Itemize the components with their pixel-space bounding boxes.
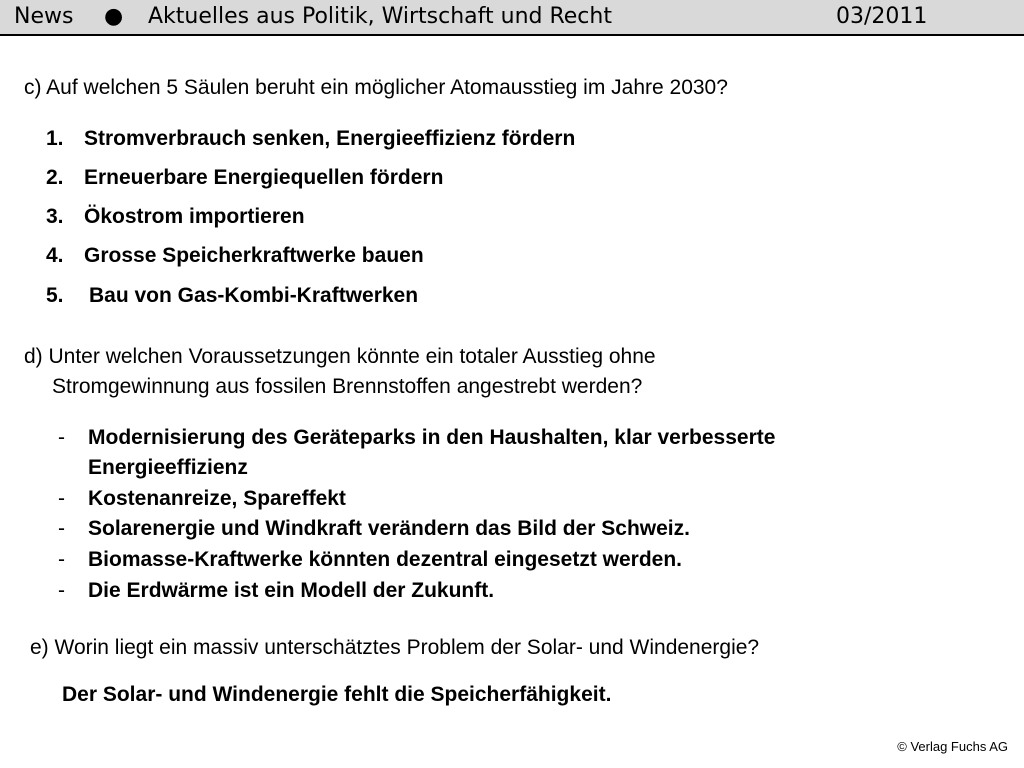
list-item: Bau von Gas-Kombi-Kraftwerken [89, 284, 419, 307]
list-item: Modernisierung des Geräteparks in den Haushalten, klar verbesserte [88, 426, 776, 449]
list-item-number: 3. [46, 205, 64, 228]
list-item-dash: - [58, 426, 65, 449]
question-d-line2: Stromgewinnung aus fossilen Brennstoffen angestrebt werden? [52, 375, 643, 398]
list-item-number: 5. [46, 284, 64, 307]
list-item: Kostenanreize, Spareffekt [88, 487, 346, 510]
header-date: 03/2011 [836, 4, 928, 29]
list-item-dash: - [58, 487, 65, 510]
header-bullet: ● [104, 4, 124, 29]
list-item-dash: - [58, 517, 65, 540]
list-item-continuation: Energieeffizienz [88, 456, 248, 479]
question-e: e) Worin liegt ein massiv unterschätztes Problem der Solar- und Windenergie? [30, 636, 760, 659]
question-c: c) Auf welchen 5 Säulen beruht ein möglicher Atomausstieg im Jahre 2030? [24, 76, 728, 99]
list-item: Die Erdwärme ist ein Modell der Zukunft. [88, 579, 495, 602]
list-item: Erneuerbare Energiequellen fördern [84, 166, 444, 189]
list-item-number: 2. [46, 166, 64, 189]
header-title: Aktuelles aus Politik, Wirtschaft und Recht [148, 4, 612, 29]
copyright: © Verlag Fuchs AG [897, 739, 1008, 754]
header-bar [0, 0, 1024, 36]
list-item-dash: - [58, 579, 65, 602]
list-item-number: 1. [46, 127, 64, 150]
list-item-dash: - [58, 548, 65, 571]
header-news: News [14, 4, 74, 29]
question-d-line1: d) Unter welchen Voraussetzungen könnte ein totaler Ausstieg ohne [24, 345, 656, 368]
answer-e: Der Solar- und Windenergie fehlt die Speicherfähigkeit. [62, 683, 612, 706]
list-item: Solarenergie und Windkraft verändern das Bild der Schweiz. [88, 517, 690, 540]
list-item: Stromverbrauch senken, Energieeffizienz fördern [84, 127, 576, 150]
list-item: Grosse Speicherkraftwerke bauen [84, 244, 424, 267]
list-item: Ökostrom importieren [84, 205, 305, 228]
list-item-number: 4. [46, 244, 64, 267]
list-item: Biomasse-Kraftwerke könnten dezentral eingesetzt werden. [88, 548, 682, 571]
